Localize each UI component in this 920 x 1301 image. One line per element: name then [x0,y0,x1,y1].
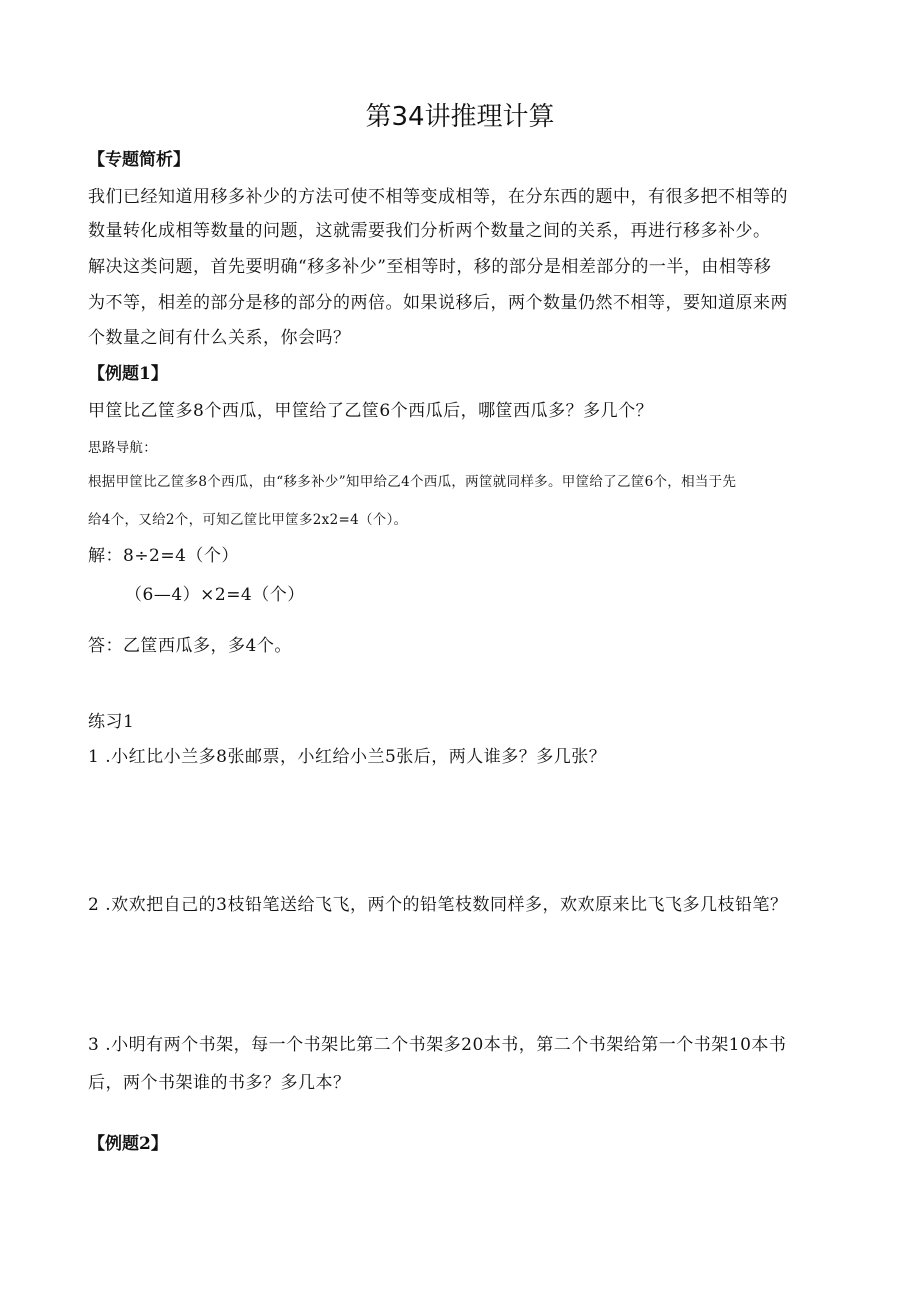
intro-heading: 【专题简析】 [88,150,190,170]
intro-line-5: 个数量之间有什么关系，你会吗？ [88,328,351,348]
example1-solution-line-1: 解：8÷2=4（个） [88,546,239,566]
page-title: 第34讲推理计算 [365,102,555,132]
practice1-question-1: 1 .小红比小兰多8张邮票，小红给小兰5张后，两人谁多？多几张？ [88,747,607,767]
intro-line-4: 为不等，相差的部分是移的部分的两倍。如果说移后，两个数量仍然不相等，要知道原来两 [88,293,788,313]
example1-question: 甲筐比乙筐多8个西瓜，甲筐给了乙筐6个西瓜后，哪筐西瓜多？多几个？ [88,401,654,421]
example1-answer: 答：乙筐西瓜多，多4个。 [88,636,292,656]
example1-hint-line-2: 给4个，又给2个，可知乙筐比甲筐多2x2=4（个）。 [88,512,408,528]
practice1-question-3-line-2: 后，两个书架谁的书多？多几本？ [88,1073,351,1093]
intro-line-1: 我们已经知道用移多补少的方法可使不相等变成相等，在分东西的题中，有很多把不相等的 [88,187,788,207]
practice1-question-3-line-1: 3 .小明有两个书架，每一个书架比第二个书架多20本书，第二个书架给第一个书架10本书 [88,1035,787,1055]
practice1-heading: 练习1 [88,712,135,732]
practice1-question-2: 2 .欢欢把自己的3枝铅笔送给飞飞，两个的铅笔枝数同样多，欢欢原来比飞飞多几枝铅笔？ [88,895,788,915]
example1-heading: 【例题1】 [88,364,168,384]
intro-line-2: 数量转化成相等数量的问题，这就需要我们分析两个数量之间的关系，再进行移多补少。 [88,221,771,241]
example1-solution-line-2: （6—4）×2=4（个） [125,585,305,605]
intro-line-3: 解决这类问题，首先要明确“移多补少”至相等时，移的部分是相差部分的一半，由相等移 [88,257,772,277]
example1-hint-label: 思路导航： [88,440,157,456]
example2-heading: 【例题2】 [88,1134,168,1154]
example1-hint-line-1: 根据甲筐比乙筐多8个西瓜，由“移多补少”知甲给乙4个西瓜，两筐就同样多。甲筐给了乙筐6个，相当于先 [88,474,737,490]
